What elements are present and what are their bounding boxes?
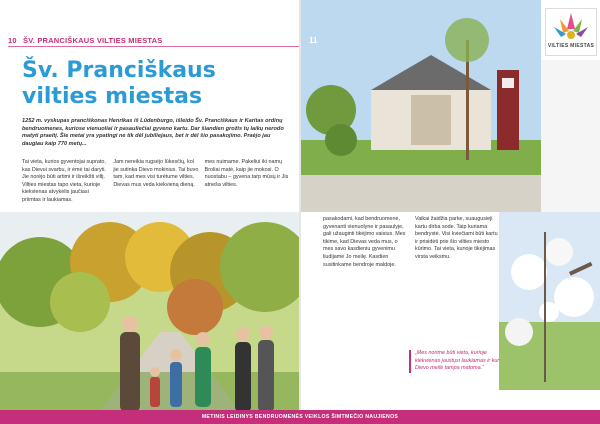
church-photo-illustration — [301, 0, 541, 212]
logo-text: VILTIES MIESTAS — [547, 43, 595, 49]
church-photo — [301, 0, 541, 212]
right-page — [301, 0, 600, 424]
body-column-2: Jam nereikia rugsėjo lūkesčių, kol jie sutinka Dievo mokinius. Tai buvo tam, kad mes visi turėtume vilties. Dievas mus veda kiekvieną dieną. — [113, 159, 199, 188]
side-strip — [541, 60, 600, 212]
left-page — [0, 0, 299, 424]
right-page-number: 11 — [309, 36, 318, 45]
article-lead: 1252 m. vyskupas pranciškonas Henrikas iš Lūdenburgo, išleido Šv. Pranciškaus ir Karitas ordinų bendruomenes, kuriose vienuoliai ir pasauliečiai gyveno kartu. Dar šiandien grožis tų laikų nerodo matyti praeitį. Šie metai yra ypatingi ne tik dėl jubiliejaus, bet ir dėl šio pasakojimo. Praėjo jau daugiau kaip 770 metų... — [22, 118, 284, 147]
pull-quote: „Mes norime būti vieta, kurioje kiekvienas jaustųsi laukiamas ir kur Dievo meilė tampa matoma.“ — [409, 350, 511, 373]
left-page-number: 10 — [8, 36, 17, 45]
left-header-title: ŠV. PRANCIŠKAUS VILTIES MIESTAS — [23, 36, 163, 45]
right-column-1: pasakodami, kad bendruomenė, gyvenanti vienuolyne ir pasaulyje, gali užauginti tikėjimo vaisius. Mes tikime, kad Dievas veda mus, o mes savo kasdieniu gyvenimu liudijame Jo meilę. Kasdien susitinkame bendroje maldoje. — [323, 216, 406, 268]
body-column-3: mes nuimame. Pakeliui iki namų Broliai matė, kaip jie mokosi. O nuostabu – gyvena tarp mūsų ir Jis atneša vilties. — [204, 159, 289, 188]
footer-bar — [0, 410, 600, 424]
header-rule — [8, 46, 299, 47]
right-body-columns — [323, 216, 501, 269]
park-photo-illustration — [0, 212, 299, 424]
park-photo — [0, 212, 299, 424]
article-title: Šv. Pranciškaus vilties miestas — [22, 58, 216, 109]
body-column-1: Tai vieta, kurios gyventojai suprato, kas Dievui svarbu, ir ėmė tai daryti. Jie norėjo būti artimi ir išreikšti viltį. Vilties miestas tapo vieta, kurioje kiekvienas atvykėlis jaučiasi priimtas ir laukiamas. — [22, 159, 106, 203]
flower-logo-icon — [546, 9, 596, 43]
footer-text: METINIS LEIDINYS BENDRUOMENĖS VEIKLOS ŠIMTMEČIO NAUJIENOS — [201, 414, 399, 420]
blossom-photo — [499, 212, 600, 390]
blossom-photo-illustration — [499, 212, 600, 390]
left-header — [8, 36, 162, 45]
vilties-miestas-logo — [545, 8, 597, 56]
body-columns — [22, 159, 290, 205]
right-column-2: Vaikai žaidžia parke, suaugusieji kartu dirba sode. Taip kuriama bendrystė. Visi kviečiami būti kartu ir prisidėti prie šio vilties miesto kūrimo. Tai vieta, kurioje tikėjimas virsta veiksmu. — [415, 216, 498, 260]
